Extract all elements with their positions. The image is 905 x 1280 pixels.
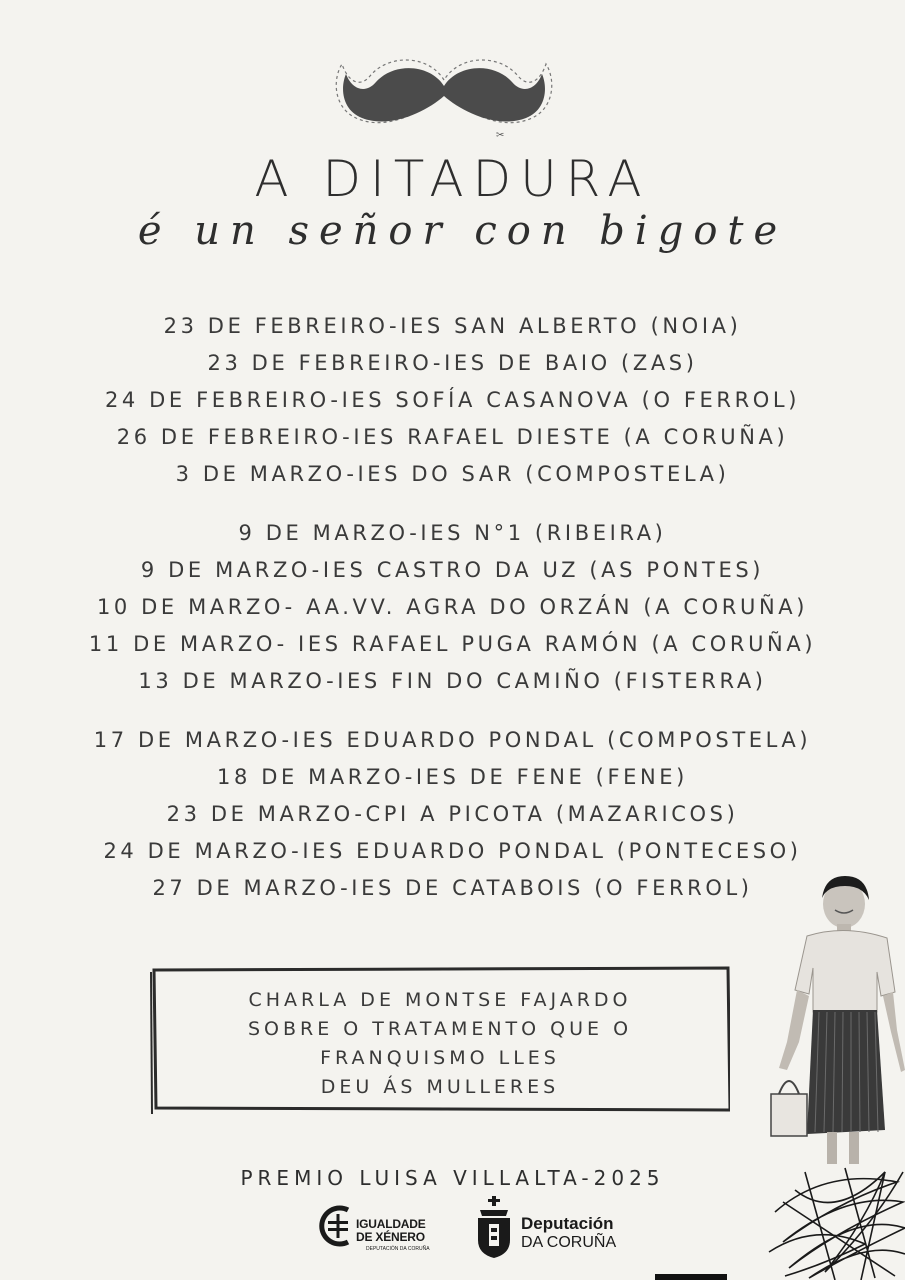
bottom-bar bbox=[655, 1274, 727, 1280]
igualdade-line1: IGUALDADE bbox=[356, 1217, 426, 1231]
schedule-item: 23 DE FEBREIRO-IES SAN ALBERTO (NOIA) bbox=[163, 314, 742, 338]
deputacion-logo bbox=[474, 1196, 624, 1260]
schedule-item: 18 DE MARZO-IES DE FENE (FENE) bbox=[217, 765, 688, 789]
schedule-item: 24 DE MARZO-IES EDUARDO PONDAL (PONTECESO) bbox=[103, 839, 802, 863]
talk-line: DEU ÁS MULLERES bbox=[320, 1076, 560, 1098]
svg-text:✂: ✂ bbox=[496, 130, 505, 141]
igualdade-line3: DEPUTACIÓN DA CORUÑA bbox=[366, 1246, 430, 1252]
schedule-item: 11 DE MARZO- IES RAFAEL PUGA RAMÓN (A CORUÑA) bbox=[88, 632, 817, 656]
talk-line: FRANQUISMO LLES bbox=[320, 1047, 560, 1069]
talk-line: SOBRE O TRATAMENTO QUE O bbox=[247, 1018, 633, 1040]
poster-title: A DITADURA bbox=[254, 150, 651, 208]
premio-label: PREMIO LUISA VILLALTA-2025 bbox=[240, 1166, 665, 1190]
schedule-list bbox=[0, 308, 905, 929]
schedule-item: 9 DE MARZO-IES CASTRO DA UZ (AS PONTES) bbox=[140, 558, 765, 582]
poster-subtitle: é un señor con bigote bbox=[137, 208, 788, 254]
schedule-group-march-early bbox=[0, 515, 905, 700]
deputacion-line2: DA CORUÑA bbox=[521, 1234, 617, 1251]
schedule-item: 9 DE MARZO-IES N°1 (RIBEIRA) bbox=[238, 521, 667, 545]
deputacion-line1: Deputación bbox=[521, 1214, 614, 1233]
schedule-item: 23 DE FEBREIRO-IES DE BAIO (ZAS) bbox=[207, 351, 698, 375]
igualdade-logo-icon bbox=[318, 1204, 358, 1248]
schedule-item: 13 DE MARZO-IES FIN DO CAMIÑO (FISTERRA) bbox=[138, 669, 767, 693]
talk-box bbox=[150, 964, 730, 1110]
deputacion-crest-icon bbox=[474, 1196, 514, 1260]
igualdade-line2: DE XÉNERO bbox=[356, 1230, 425, 1244]
schedule-item: 3 DE MARZO-IES DO SAR (COMPOSTELA) bbox=[175, 462, 730, 486]
mustache-icon bbox=[328, 52, 560, 142]
talk-description bbox=[150, 986, 730, 1102]
schedule-item: 17 DE MARZO-IES EDUARDO PONDAL (COMPOSTELA) bbox=[93, 728, 812, 752]
talk-line: CHARLA DE MONTSE FAJARDO bbox=[248, 989, 632, 1011]
schedule-item: 10 DE MARZO- AA.VV. AGRA DO ORZÁN (A CORUÑA) bbox=[96, 595, 809, 619]
schedule-group-february bbox=[0, 308, 905, 493]
schedule-item: 24 DE FEBREIRO-IES SOFÍA CASANOVA (O FERROL) bbox=[104, 388, 801, 412]
schedule-item: 27 DE MARZO-IES DE CATABOIS (O FERROL) bbox=[152, 876, 753, 900]
schedule-item: 23 DE MARZO-CPI A PICOTA (MAZARICOS) bbox=[166, 802, 739, 826]
igualdade-logo bbox=[318, 1202, 438, 1258]
woman-photo bbox=[765, 872, 905, 1280]
schedule-item: 26 DE FEBREIRO-IES RAFAEL DIESTE (A CORUÑA) bbox=[116, 425, 789, 449]
